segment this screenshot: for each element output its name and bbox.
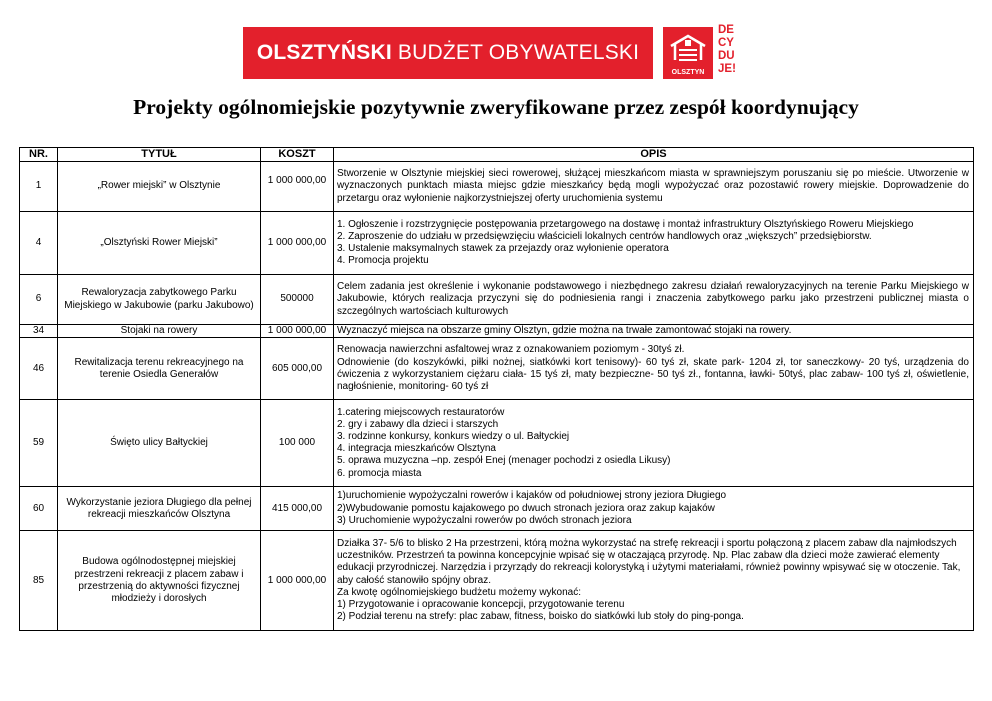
- header-nr: NR.: [20, 148, 58, 162]
- cell-opis: [334, 275, 974, 325]
- opis-line: 4. Promocja projektu: [337, 255, 429, 267]
- cell-koszt: 1 000 000,00: [261, 531, 334, 631]
- table-row: [20, 162, 974, 212]
- cell-nr: 59: [20, 400, 58, 487]
- header-tytul: TYTUŁ: [58, 148, 261, 162]
- cell-tytul: Wykorzystanie jeziora Długiego dla pełnej rekreacji mieszkańców Olsztyna: [58, 487, 261, 531]
- slogan-line: DE: [718, 24, 734, 36]
- cell-koszt: 500000: [261, 275, 334, 325]
- city-logo-icon: [668, 32, 708, 64]
- cell-tytul: „Rower miejski” w Olsztynie: [58, 162, 261, 212]
- opis-line: Celem zadania jest określenie i wykonanie podstawowego i niezbędnego zakresu działań rewaloryzacyjnych na terenie Parku Miejskiego w Jakubowie, których realizacja przyczyni się do podniesienia rangi i znaczenia zabytkowego parku jako przestrzeni publicznej miasta o szczególnych wartościach kulturowych: [337, 281, 969, 317]
- cell-opis: [334, 212, 974, 275]
- budget-banner: [243, 27, 653, 79]
- table-row: [20, 531, 974, 631]
- opis-line: 1) Przygotowanie i opracowanie koncepcji, przygotowanie terenu: [337, 599, 625, 610]
- cell-opis: [334, 325, 974, 338]
- opis-line: Za kwotę ogólnomiejskiego budżetu możemy wykonać:: [337, 586, 582, 598]
- opis-line: 1.catering miejscowych restauratorów: [337, 406, 505, 418]
- opis-line: 2)Wybudowanie pomostu kajakowego po dwuch stronach jeziora oraz zakup kajaków: [337, 502, 715, 514]
- opis-line: 5. oprawa muzyczna –np. zespół Enej (menager pochodzi z osiedla Likusy): [337, 455, 671, 467]
- page-title: Projekty ogólnomiejskie pozytywnie zweryfikowane przez zespół koordynujący: [133, 95, 859, 119]
- opis-line: 3) Uruchomienie wypożyczalni rowerów po dwóch stronach jeziora: [337, 514, 632, 526]
- cell-koszt: 415 000,00: [261, 487, 334, 531]
- opis-line: 2) Podział terenu na strefy: plac zabaw, fitness, boisko do siatkówki lub stoły do ping-ponga.: [337, 611, 744, 623]
- opis-line: 3. Ustalenie maksymalnych stawek za przejazdy oraz wyłonienie operatora: [337, 243, 669, 254]
- opis-line: Wyznaczyć miejsca na obszarze gminy Olsztyn, gdzie można na trwałe zamontować stojaki na rowery.: [337, 325, 792, 336]
- opis-line: 2. gry i zabawy dla dzieci i starszych: [337, 418, 499, 430]
- table-row: [20, 325, 974, 338]
- cell-koszt: 605 000,00: [261, 338, 334, 400]
- table-row: [20, 338, 974, 400]
- cell-tytul: Rewaloryzacja zabytkowego Parku Miejskiego w Jakubowie (parku Jakubowo): [58, 275, 261, 325]
- logo-slogan: [718, 24, 758, 76]
- table-row: [20, 275, 974, 325]
- header-koszt: KOSZT: [261, 148, 334, 162]
- table-row: [20, 487, 974, 531]
- opis-line: Stworzenie w Olsztynie miejskiej sieci rowerowej, służącej mieszkańcom miasta w sprawniejszym poruszaniu się po mieście. Utworzenie w wyznaczonych punktach miasta miejsc gdzie mieszkańcy będą mogli wypożyczać oraz pozostawić rowery miejskie. Doprowadzenie do przetargu oraz wyłonienie najkorzystniejszej oferty uruchomienia systemu: [337, 168, 969, 204]
- banner-title-regular: BUDŻET OBYWATELSKI: [391, 41, 640, 64]
- cell-tytul: Święto ulicy Bałtyckiej: [58, 400, 261, 487]
- cell-opis: [334, 400, 974, 487]
- slogan-line: CY: [718, 37, 734, 49]
- cell-opis: [334, 487, 974, 531]
- logo-caption: OLSZTYN: [671, 69, 705, 76]
- opis-line: Odnowienie (do koszykówki, piłki nożnej, siatkówki kort tenisowy)- 60 tyś zł, skate park- 1204 zł, tor saneczkowy- 20 tyś, urządzenia do ćwiczenia z wykorzystaniem ciężaru ciała- 15 tyś zł, maty bezpieczne- 50 tyś zł., fontanna, ławki- 50tyś, plac zabaw- 100 tyś zł, oświetlenie, nagłośnienie, monitoring- 60 tyś zł: [337, 356, 969, 392]
- opis-line: 3. rodzinne konkursy, konkurs wiedzy o ul. Bałtyckiej: [337, 431, 570, 442]
- cell-tytul: Rewitalizacja terenu rekreacyjnego na terenie Osiedla Generałów: [58, 338, 261, 400]
- cell-nr: 60: [20, 487, 58, 531]
- slogan-line: JE!: [718, 63, 736, 75]
- table-row: [20, 400, 974, 487]
- banner-title-bold: OLSZTYŃSKI: [256, 41, 392, 64]
- cell-nr: 1: [20, 162, 58, 212]
- projects-table: [19, 147, 974, 631]
- cell-nr: 4: [20, 212, 58, 275]
- cell-nr: 34: [20, 325, 58, 338]
- cell-tytul: Stojaki na rowery: [58, 325, 261, 338]
- cell-koszt: 1 000 000,00: [261, 212, 334, 275]
- cell-koszt: 1 000 000,00: [261, 162, 334, 212]
- cell-nr: 6: [20, 275, 58, 325]
- cell-koszt: 100 000: [261, 400, 334, 487]
- opis-line: 6. promocja miasta: [337, 467, 422, 479]
- opis-line: 1)uruchomienie wypożyczalni rowerów i kajaków od południowej strony jeziora Długiego: [337, 490, 727, 502]
- table-header-row: [20, 148, 974, 162]
- cell-tytul: „Olsztyński Rower Miejski”: [58, 212, 261, 275]
- cell-koszt: 1 000 000,00: [261, 325, 334, 338]
- cell-tytul: Budowa ogólnodostępnej miejskiej przestrzeni rekreacji z placem zabaw i przestrzenią do aktywności fizycznej młodzieży i dorosłych: [58, 531, 261, 631]
- opis-line: Renowacja nawierzchni asfaltowej wraz z oznakowaniem poziomym - 30tyś zł.: [337, 344, 685, 356]
- opis-line: 4. integracja mieszkańców Olsztyna: [337, 443, 496, 455]
- slogan-line: DU: [718, 50, 735, 62]
- cell-nr: 85: [20, 531, 58, 631]
- table-row: [20, 212, 974, 275]
- olsztyn-logo: [663, 27, 713, 79]
- opis-line: Działka 37- 5/6 to blisko 2 Ha przestrzeni, którą można wykorzystać na strefę rekreacji i sportu połączoną z placem zabaw dla najmłodszych uczestników. Przestrzeń ta powinna koncepcyjnie wpisać się w otaczającą przyrodę. Np. Plac zabaw dla dzieci może zawierać elementy edukacji przyrodniczej. Narzędzia i przyrządy do rekreacji kolorystyką i użytymi materiałami, również powinny wpisywać się w otoczenie. Tak, aby całość stanowiło spójny obraz.: [337, 537, 961, 586]
- cell-nr: 46: [20, 338, 58, 400]
- cell-opis: [334, 531, 974, 631]
- cell-opis: [334, 162, 974, 212]
- cell-opis: [334, 338, 974, 400]
- opis-line: 2. Zaproszenie do udziału w przedsięwzięciu właścicieli lokalnych centrów handlowych oraz „większych” przedsiębiorstw.: [337, 230, 872, 242]
- opis-line: 1. Ogłoszenie i rozstrzygnięcie postępowania przetargowego na dostawę i montaż infrastruktury Olsztyńskiego Roweru Miejskiego: [337, 218, 914, 230]
- header-opis: OPIS: [334, 148, 974, 162]
- banner-title: [257, 41, 639, 65]
